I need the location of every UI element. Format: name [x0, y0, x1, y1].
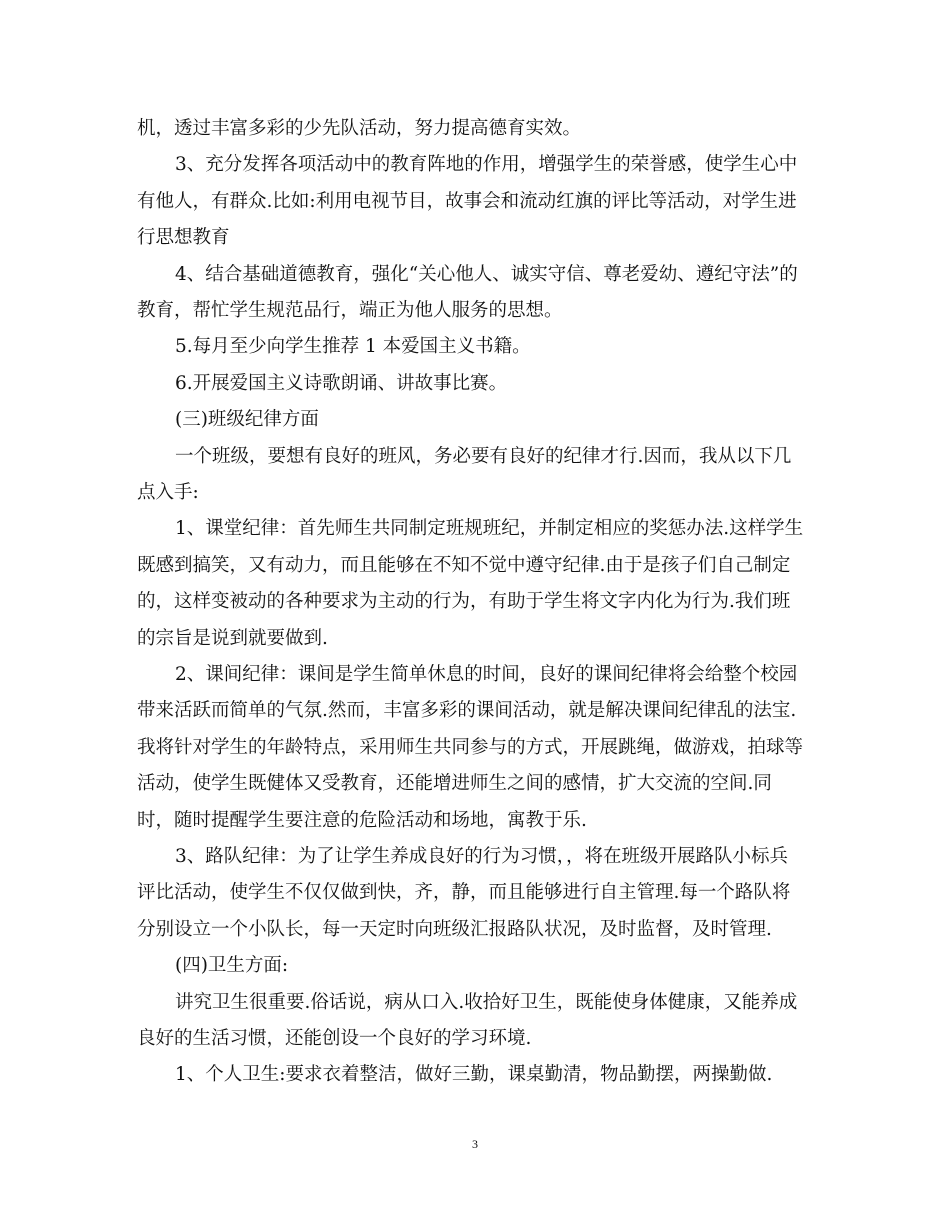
line-text: 讲究卫生很重要.俗话说，病从口入.收拾好卫生，既能使身体健康，又能养成: [175, 991, 798, 1013]
line-text: 分别设立一个小队长，每一天定时向班级汇报路队状况，及时监督，及时管理.: [137, 918, 772, 940]
text-line: [0, 184, 950, 220]
text-line: [0, 657, 950, 693]
line-text: (三)班级纪律方面: [175, 409, 319, 431]
text-line: [0, 548, 950, 584]
line-text: 机，透过丰富多彩的少先队活动，努力提高德育实效。: [137, 118, 582, 139]
text-line: [0, 439, 950, 475]
line-text: 1、课堂纪律：首先师生共同制定班规班纪，并制定相应的奖惩办法.这样学生: [175, 518, 804, 540]
line-text: (四)卫生方面:: [175, 955, 289, 977]
text-line: [0, 912, 950, 948]
line-text: 2、课间纪律：课间是学生简单休息的时间，良好的课间纪律将会给整个校园: [175, 664, 798, 685]
line-text: 6.开展爱国主义诗歌朗诵、讲故事比赛。: [175, 372, 508, 394]
text-line: [0, 511, 950, 547]
line-text: 时，随时提醒学生要注意的危险活动和场地，寓教于乐.: [137, 809, 587, 831]
line-text: 带来活跃而简单的气氛.然而，丰富多彩的课间活动，就是解决课间纪律乱的法宝.: [137, 700, 797, 722]
section-heading: [0, 948, 950, 984]
line-text: 3、路队纪律：为了让学生养成良好的行为习惯，，将在班级开展路队小标兵: [175, 846, 789, 867]
text-line: [0, 693, 950, 729]
line-text: 的宗旨是说到就要做到.: [137, 627, 328, 649]
line-text: 有他人，有群众.比如:利用电视节目，故事会和流动红旗的评比等活动，对学生进: [137, 190, 797, 212]
line-text: 1、个人卫生:要求衣着整洁，做好三勤，课桌勤清，物品勤摆，两操勤做.: [175, 1064, 773, 1086]
line-text: 一个班级，要想有良好的班风，务必要有良好的纪律才行.因而，我从以下几: [175, 445, 792, 467]
line-text: 点入手:: [137, 482, 199, 503]
text-line: [0, 803, 950, 839]
line-text: 良好的生活习惯，还能创设一个良好的学习环境.: [137, 1028, 532, 1049]
text-line: [0, 111, 950, 147]
text-line: [0, 366, 950, 402]
section-heading: [0, 402, 950, 438]
text-line: [0, 730, 950, 766]
text-line: [0, 147, 950, 183]
text-line: [0, 1021, 950, 1057]
page-number: 3: [472, 1137, 478, 1151]
line-text: 评比活动，使学生不仅仅做到快，齐，静，而且能够进行自主管理.每一个路队将: [137, 882, 791, 904]
text-line: [0, 839, 950, 875]
text-line: [0, 220, 950, 256]
text-line: [0, 584, 950, 620]
line-text: 的，这样变被动的各种要求为主动的行为，有助于学生将文字内化为行为.我们班: [137, 591, 791, 613]
text-line: [0, 985, 950, 1021]
line-text: 3、充分发挥各项活动中的教育阵地的作用，增强学生的荣誉感，使学生心中: [175, 154, 798, 176]
line-text: 4、结合基础道德教育，强化“关心他人、诚实守信、尊老爱幼、遵纪守法”的: [175, 263, 798, 285]
text-line: [0, 257, 950, 293]
text-line: [0, 766, 950, 802]
line-text: 5.每月至少向学生推荐 1 本爱国主义书籍。: [175, 336, 531, 358]
line-text: 我将针对学生的年龄特点，采用师生共同参与的方式，开展跳绳，做游戏，拍球等: [137, 736, 804, 758]
line-text: 教育，帮忙学生规范品行，端正为他人服务的思想。: [137, 300, 563, 321]
text-line: [0, 621, 950, 657]
text-line: [0, 293, 950, 329]
text-line: [0, 1057, 950, 1093]
text-line: [0, 329, 950, 365]
line-text: 活动，使学生既健体又受教育，还能增进师生之间的感情，扩大交流的空间.同: [137, 773, 772, 795]
text-line: [0, 875, 950, 911]
line-text: 行思想教育: [137, 227, 230, 249]
line-text: 既感到搞笑，又有动力，而且能够在不知不觉中遵守纪律.由于是孩子们自己制定: [137, 554, 791, 576]
text-line: [0, 475, 950, 511]
